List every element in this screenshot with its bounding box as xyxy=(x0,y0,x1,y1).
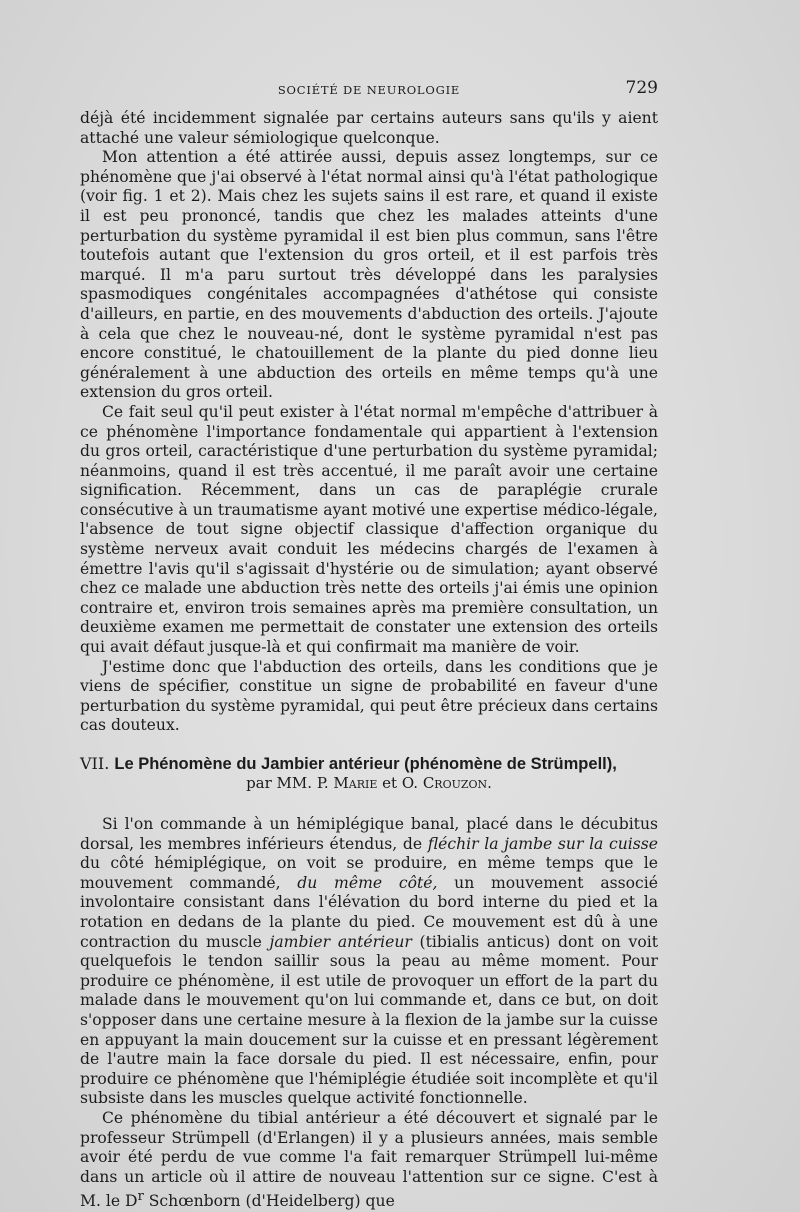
paragraph xyxy=(80,1109,658,1212)
superscript: r xyxy=(137,1189,144,1205)
paragraph: Mon attention a été attirée aussi, depuis assez longtemps, sur ce phénomène que j'ai observé à l'état normal ainsi qu'à l'état pathologique (voir fig. 1 et 2). Mais chez les sujets sains il est rare, et quand il existe il est peu prononcé, tandis que chez les malades atteints d'une perturbation du système pyramidal il est bien plus commun, sans l'être toutefois autant que l'extension du gros orteil, et il est parfois très marqué. Il m'a paru surtout très développé dans les paralysies spasmodiques congénitales accompagnées d'athétose qui consiste d'ailleurs, en partie, en des mouvements d'abduction des orteils. J'ajoute à cela que chez le nouveau-né, dont le système pyramidal n'est pas encore constitué, le chatouillement de la plante du pied donne lieu généralement à une abduction des orteils en même temps qu'à une extension du gros orteil. xyxy=(80,148,658,402)
paragraph: Ce fait seul qu'il peut exister à l'état normal m'empêche d'attribuer à ce phénomène l'importance fondamentale qui appartient à l'extension du gros orteil, caractéristique d'une perturbation du système pyramidal; néanmoins, quand il est très accentué, il me paraît avoir une certaine signification. Récemment, dans un cas de paraplégie crurale consécutive à un traumatisme ayant motivé une expertise médico-légale, l'absence de tout signe objectif classique d'affection organique du système nerveux avait conduit les médecins chargés de l'examen à émettre l'avis qu'il s'agissait d'hystérie ou de simulation; ayant observé chez ce malade une abduction très nette des orteils j'ai émis une opinion contraire et, environ trois semaines après ma première consultation, un deuxième examen me permettait de constater une extension des orteils qui avait défaut jusque-là et qui confirmait ma manière de voir. xyxy=(80,402,658,657)
italic-run: du même côté, xyxy=(297,873,438,892)
text-run: Ce phénomène du tibial antérieur a été découvert et signalé par le professeur Strümpell (d'Erlangen) il y a plusieurs années, mais semble avoir été perdu de vue comme l'a fait remarquer Strümpell lui-même dans un article où il attire de nouveau l'attention sur ce signe. C'est à M. le D xyxy=(80,1108,658,1211)
text-run: (tibialis anticus) dont on voit quelquefois le tendon saillir sous la peau au même moment. Pour produire ce phénomène, il est utile de provoquer un effort de la part du malade dans le mouvement qu'on lui commande et, dans ce but, on doit s'opposer dans une certaine mesure à la flexion de la jambe sur la cuisse en appuyant la main doucement sur la cuisse et en pressant légèrement de l'autre main la face dorsale du pied. Il est nécessaire, enfin, pour produire ce phénomène que l'hémiplégie étudiée soit incomplète et qu'il subsiste dans les muscles quelque activité fonctionnelle. xyxy=(80,932,658,1108)
text-run: un mouvement associé involontaire consistant dans l'élévation du bord interne du pied et la rotation en dedans de la plante du pied. Ce mouvement est dû à une contraction du muscle xyxy=(80,873,658,951)
paragraph: J'estime donc que l'abduction des orteils, dans les conditions que je viens de spécifier, constitue un signe de probabilité en faveur d'une perturbation du système pyramidal, qui peut être précieux dans certains cas douteux. xyxy=(80,657,658,735)
body-text xyxy=(80,109,658,1212)
author-marie: Marie xyxy=(333,774,378,792)
paragraph xyxy=(80,815,658,1109)
italic-run: jambier antérieur xyxy=(269,932,412,951)
authors-mid: et O. xyxy=(382,774,419,792)
section-heading xyxy=(80,754,658,774)
author-crouzon: Crouzon. xyxy=(422,774,492,792)
section-authors xyxy=(80,774,658,793)
authors-prefix: par MM. P. xyxy=(246,774,329,792)
italic-run: fléchir la jambe sur la cuisse xyxy=(427,834,658,853)
section-title: Le Phénomène du Jambier antérieur (phénomène de Strümpell), xyxy=(114,755,617,773)
page-number: 729 xyxy=(625,78,658,98)
text-run: Si l'on commande à un hémiplégique banal, placé dans le décubitus dorsal, les membres inférieurs étendus, de xyxy=(80,815,658,853)
paragraph-continued: déjà été incidemment signalée par certains auteurs sans qu'ils y aient attaché une valeur sémiologique quelconque. xyxy=(80,109,658,147)
running-title: SOCIÉTÉ DE NEUROLOGIE xyxy=(277,83,461,97)
running-head xyxy=(80,78,658,102)
text-run: du côté hémiplégique, on voit se produire, en même temps que le mouvement commandé, xyxy=(80,854,658,892)
section-number: VII. xyxy=(80,754,110,773)
text-run: Schœnborn (d'Heidelberg) que xyxy=(148,1192,395,1211)
